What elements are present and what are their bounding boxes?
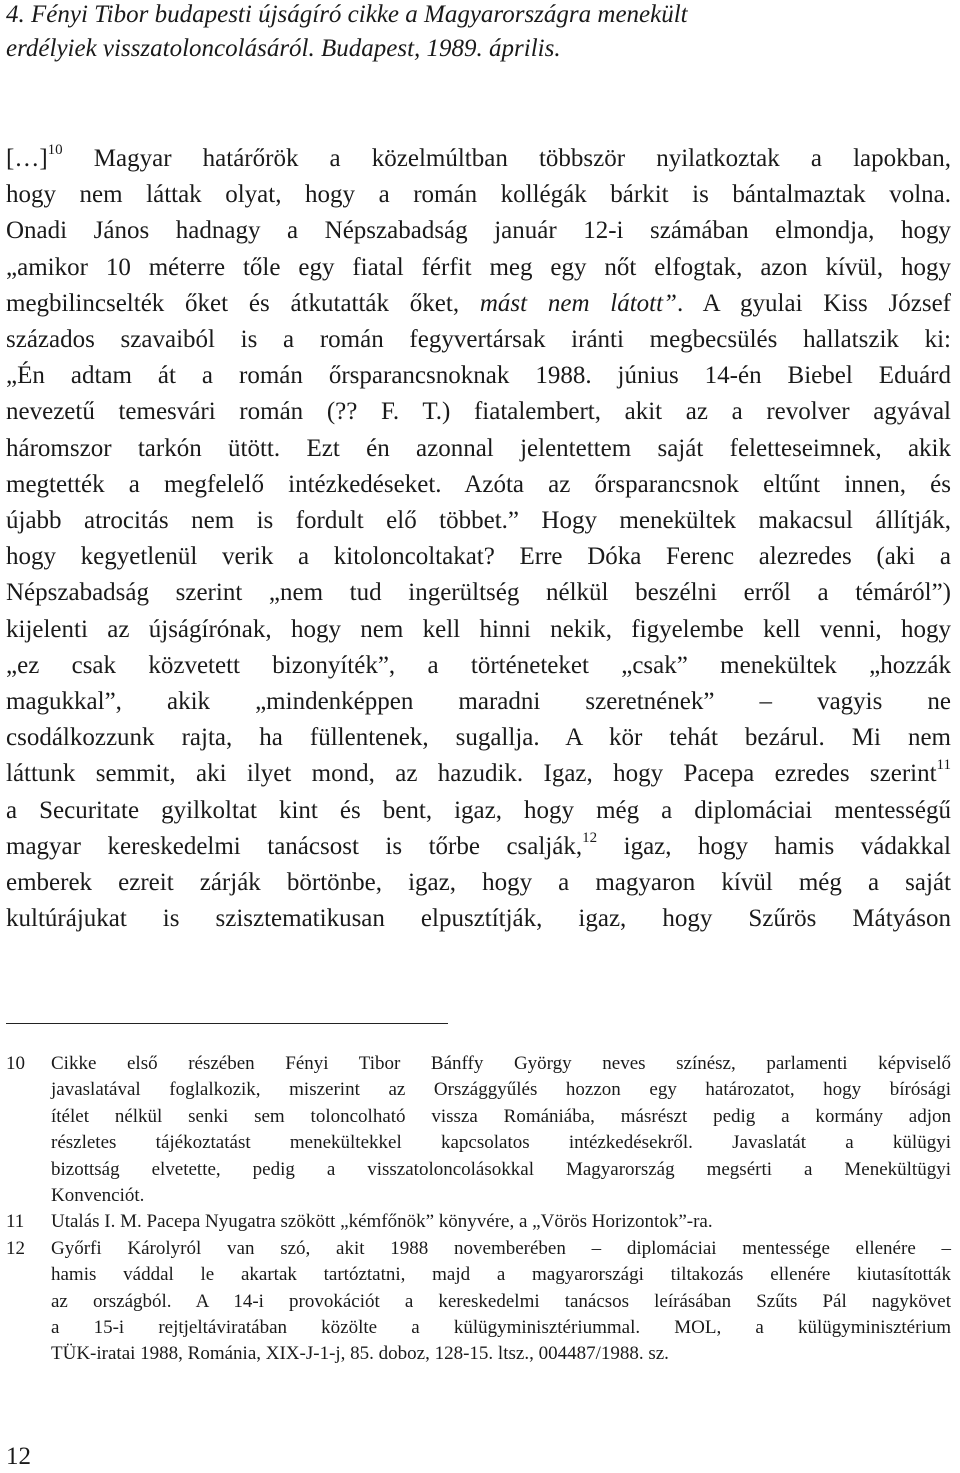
footnote-line: részletes tájékoztatást menekültekkel kapcsolatos intézkedésekről. Javaslatát a külügyi xyxy=(51,1132,951,1154)
body-line: Onadi János hadnagy a Népszabadság január 12-i számában elmondja, hogy xyxy=(6,217,951,245)
footnote-number: 11 xyxy=(6,1211,25,1233)
footnote-line: az országból. A 14-i provokációt a kereskedelmi tanácsos leírásában Szűts Pál nagykövet xyxy=(51,1290,951,1312)
body-line: emberek ezreit zárják börtönbe, igaz, hogy a magyaron kívül még a saját xyxy=(6,869,951,897)
body-line: hogy kegyetlenül verik a kitoloncoltakat? Erre Dóka Ferenc alezredes (aki a xyxy=(6,543,951,571)
footnote-line: Győrfi Károlyról van szó, akit 1988 novemberében – diplomáciai mentessége ellenére – xyxy=(51,1237,951,1259)
body-line: nevezetű temesvári román (?? F. T.) fiatalembert, akit az a revolver agyával xyxy=(6,398,951,426)
footnote-line: Cikke első részében Fényi Tibor Bánffy György neves színész, parlamenti képviselő xyxy=(51,1053,951,1074)
body-line: újabb atrocitás nem is fordult elő többet.” Hogy menekültek makacsul állítják, xyxy=(6,507,951,535)
body-line: kijelenti az újságírónak, hogy nem kell hinni nekik, figyelembe kell venni, hogy xyxy=(6,615,951,643)
body-line: csodálkozzunk rajta, ha füllentenek, sugallja. A kör tehát bezárul. Mi nem xyxy=(6,724,951,752)
body-line-text: . A gyulai Kiss József xyxy=(676,289,951,317)
body-line: „amikor 10 méterre tőle egy fiatal férfit meg egy nőt elfogtak, azon kívül, hogy xyxy=(6,253,951,281)
body-line: megtették a megfelelő intézkedéseket. Azóta az őrsparancsnok eltűnt innen, és xyxy=(6,470,951,498)
footnote-ref-11[interactable]: 11 xyxy=(936,757,951,774)
body-text xyxy=(6,141,951,937)
footnote-line: bizottság elvetette, pedig a visszatoloncolásokkal Magyarország megsérti a Menekültügyi xyxy=(51,1158,951,1180)
body-line-text: magyar kereskedelmi tanácsost is tőrbe csalják, xyxy=(6,832,583,860)
body-line: „ez csak közvetett bizonyíték”, a történeteket „csak” menekültek „hozzák xyxy=(6,651,951,679)
ellipsis-bracket: […] xyxy=(6,145,48,172)
footnote-12 xyxy=(6,1236,951,1368)
body-line: Népszabadság szerint „nem tud ingerültség nélkül beszélni erről a témáról”) xyxy=(6,579,951,607)
footnote-ref-10[interactable]: 10 xyxy=(47,142,63,158)
italic-quote: mást nem látott” xyxy=(479,289,677,317)
body-line xyxy=(6,756,951,792)
footnote-line: a 15-i rejtjeltáviratában közölte a külügyminisztériummal. MOL, a külügyminisztérium xyxy=(51,1317,951,1339)
body-line xyxy=(6,141,951,177)
heading-line: erdélyiek visszatoloncolásáról. Budapest, 1989. április. xyxy=(6,35,561,62)
footnote-text xyxy=(51,1236,951,1368)
body-line: hogy nem láttak olyat, hogy a román kollégák bárkit is bántalmaztak volna. xyxy=(6,181,951,209)
body-line: magukkal”, akik „mindenképpen maradni szeretnének” – vagyis ne xyxy=(6,688,951,716)
footnote-number: 10 xyxy=(6,1053,25,1074)
footnote-line: ítélet nélkül senki sem toloncolható vissza Romániába, másrészt pedig a kormány adjon xyxy=(51,1105,951,1127)
heading-line: 4. Fényi Tibor budapesti újságíró cikke a Magyarországra menekült xyxy=(6,1,688,28)
body-line-text: megbilincselték őket és átkutatták őket, xyxy=(6,289,480,317)
footnote-line: Konvenciót. xyxy=(51,1185,145,1207)
footnote-ref-12[interactable]: 12 xyxy=(582,829,598,846)
body-line: százados szavaiból is a román fegyvertársak iránti megbecsülés hallatszik ki: xyxy=(6,326,951,354)
footnote-11 xyxy=(6,1209,951,1235)
page-number: 12 xyxy=(6,1443,31,1470)
body-line-text: láttunk semmit, aki ilyet mond, az hazudik. Igaz, hogy Pacepa ezredes szerint xyxy=(6,760,937,788)
footnote-line: Utalás I. M. Pacepa Nyugatra szökött „kémfőnök” könyvére, a „Vörös Horizontok”-ra. xyxy=(51,1211,713,1233)
footnote-10 xyxy=(6,1051,951,1209)
footnote-line: TÜK-iratai 1988, Románia, XIX-J-1-j, 85. doboz, 128-15. ltsz., 004487/1988. sz. xyxy=(51,1343,669,1365)
footnote-number: 12 xyxy=(6,1237,25,1259)
footnote-separator xyxy=(6,1023,448,1024)
body-line: kultúrájukat is szisztematikusan elpusztítják, igaz, hogy Szűrös Mátyáson xyxy=(6,905,951,933)
footnote-line: javaslatával foglalkozik, miszerint az Országgyűlés hozzon egy határozatot, hogy bírósági xyxy=(51,1079,951,1101)
body-line xyxy=(6,286,951,322)
body-line xyxy=(6,829,951,865)
body-line-text: igaz, hogy hamis vádakkal xyxy=(597,832,951,860)
footnote-text xyxy=(51,1051,951,1209)
body-line-text: Magyar határőrök a közelmúltban többször nyilatkoztak a lapokban, xyxy=(62,145,951,172)
footnotes xyxy=(6,1051,951,1368)
body-line: „Én adtam át a román őrsparancsnoknak 1988. június 14-én Biebel Eduárd xyxy=(6,362,951,390)
body-line: a Securitate gyilkoltat kint és bent, igaz, hogy még a diplomáciai mentességű xyxy=(6,796,951,824)
footnote-line: hamis váddal le akartak tartóztatni, majd a magyarországi tiltakozás ellenére kiutasították xyxy=(51,1264,951,1286)
body-line: háromszor tarkón ütött. Ezt én azonnal jelentettem saját feletteseimnek, akik xyxy=(6,434,951,462)
footnote-text xyxy=(51,1209,951,1235)
section-heading xyxy=(6,0,951,66)
